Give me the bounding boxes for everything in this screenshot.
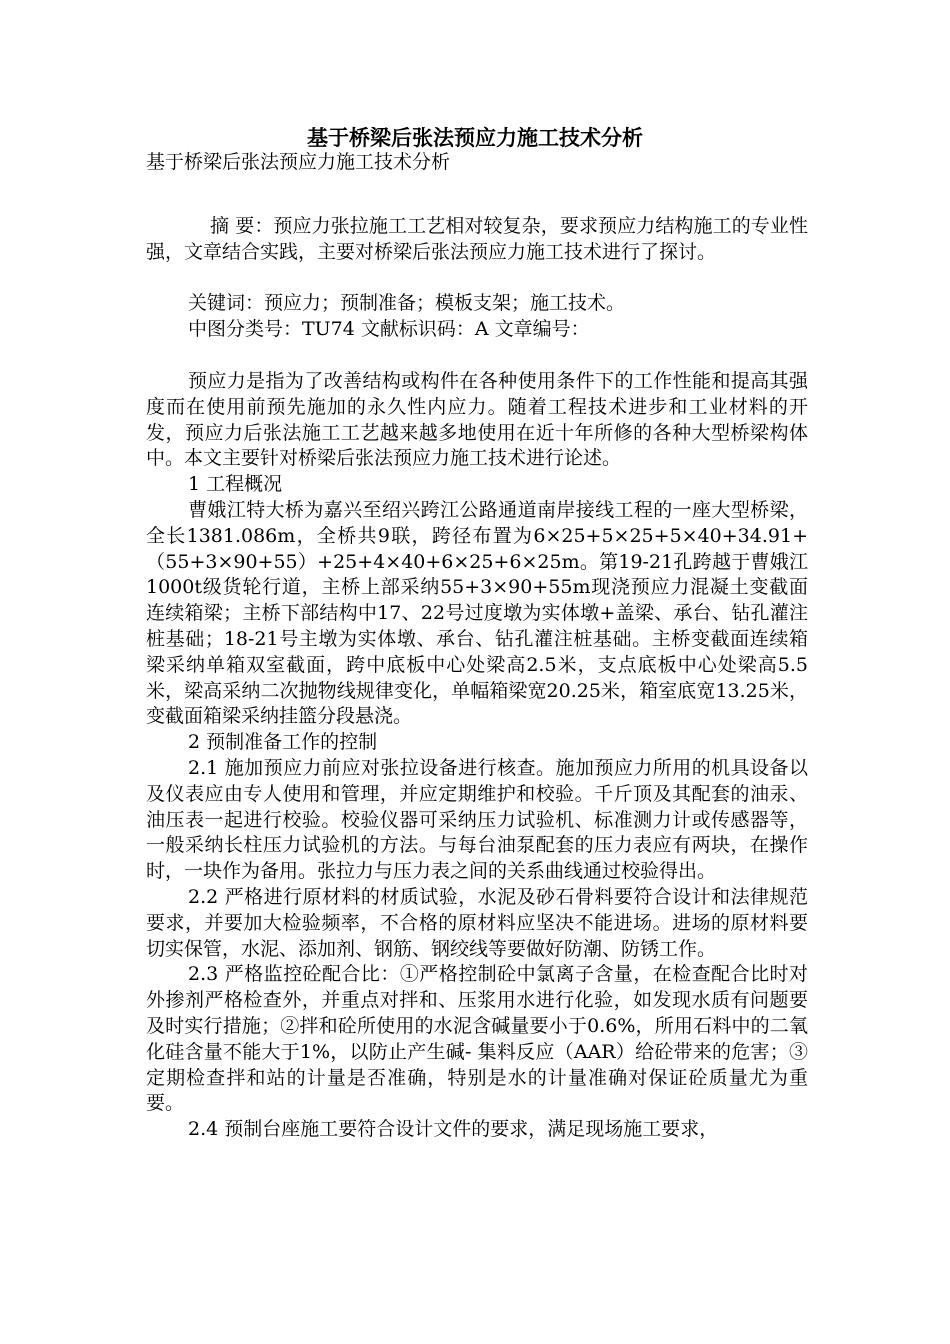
section2-1-paragraph: 2.1 施加预应力前应对张拉设备进行核查。施加预应力所用的机具设备以及仪表应由专人使用和管理，并应定期维护和校验。千斤顶及其配套的油汞、油压表一起进行校验。校验仪器可采纳压力试验机、标准测力计或传感器等，一般采纳长柱压力试验机的方法。与每台油泵配套的压力表应有两块，在操作时，一块作为备用。张拉力与压力表之间的关系曲线通过校验得出。 [146, 756, 808, 883]
spacer [146, 265, 808, 291]
abstract-paragraph [146, 214, 808, 266]
document-title: 基于桥梁后张法预应力施工技术分析 [307, 126, 643, 150]
classification-line: 中图分类号：TU74 文献标识码：A 文章编号： [188, 318, 590, 341]
section2-3-paragraph: 2.3 严格监控砼配合比：①严格控制砼中氯离子含量，在检查配合比时对外掺剂严格检查外，并重点对拌和、压浆用水进行化验，如发现水质有问题要及时实行措施；②拌和砼所使用的水泥含碱量要小于0.6%，所用石料中的二氧化硅含量不能大于1%，以防止产生碱- 集料反应（AAR）给砼带来的危害；③定期检查拌和站的计量是否准确，特别是水的计量准确对保证砼质量尤为重要。 [146, 963, 808, 1115]
section1-paragraph: 曹娥江特大桥为嘉兴至绍兴跨江公路通道南岸接线工程的一座大型桥梁，全长1381.086m，全桥共9联，跨径布置为6×25+5×25+5×40+34.91+（55+3×90+55）+25+4×40+6×25+6×25m。第19-21孔跨越于曹娥江1000t级货轮行道，主桥上部采纳55+3×90+55m现浇预应力混凝土变截面连续箱梁；主桥下部结构中17、22号过度墩为实体墩+盖梁、承台、钻孔灌注桩基础；18-21号主墩为实体墩、承台、钻孔灌注桩基础。主桥变截面连续箱梁采纳单箱双室截面，跨中底板中心处梁高2.5米，支点底板中心处梁高5.5米，梁高采纳二次抛物线规律变化，单幅箱梁宽20.25米，箱室底宽13.25米，变截面箱梁采纳挂篮分段悬浇。 [146, 498, 808, 728]
abstract-text: 预应力张拉施工工艺相对较复杂，要求预应力结构施工的专业性强，文章结合实践，主要对桥梁后张法预应力施工技术进行了探讨。 [146, 214, 808, 263]
section2-2-paragraph: 2.2 严格进行原材料的材质试验，水泥及砂石骨料要符合设计和法律规范要求，并要加大检验频率，不合格的原材料应坚决不能进场。进场的原材料要切实保管，水泥、添加剂、钢筋、钢绞线等要做好防潮、防锈工作。 [146, 885, 808, 960]
keywords-line: 关键词：预应力；预制准备；模板支架；施工技术。 [188, 292, 626, 315]
abstract-label: 摘 要： [210, 214, 274, 237]
spacer [146, 176, 808, 214]
intro-paragraph: 预应力是指为了改善结构或构件在各种使用条件下的工作性能和提高其强度而在使用前预先施加的永久性内应力。随着工程技术进步和工业材料的开发，预应力后张法施工工艺越来越多地使用在近十年所修的各种大型桥梁构体中。本文主要针对桥梁后张法预应力施工技术进行论述。 [146, 369, 808, 470]
spacer [146, 343, 808, 369]
section2-4-paragraph: 2.4 预制台座施工要符合设计文件的要求，满足现场施工要求， [188, 1118, 719, 1141]
document-body [146, 150, 808, 1143]
document-subtitle: 基于桥梁后张法预应力施工技术分析 [146, 151, 451, 173]
section1-heading: 1 工程概况 [188, 473, 283, 496]
section2-heading: 2 预制准备工作的控制 [188, 731, 378, 754]
